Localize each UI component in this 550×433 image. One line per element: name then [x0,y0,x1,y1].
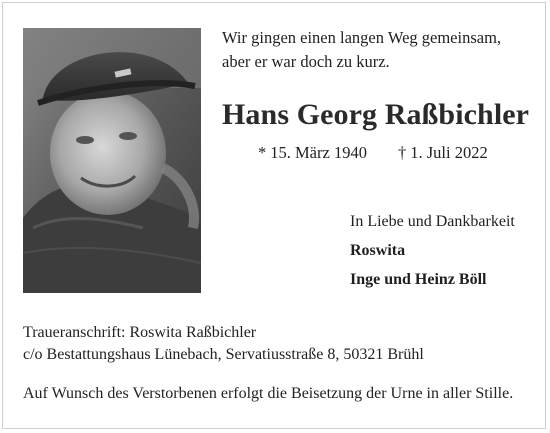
death-date-line [398,143,488,163]
death-cross-icon: † [398,143,407,162]
birth-star-icon: * [258,143,267,162]
death-date: 1. Juli 2022 [410,143,488,162]
memorial-quote [222,26,501,74]
condolence-address [23,322,424,366]
mourner-name: Inge und Heinz Böll [350,271,487,288]
mourner-name: Roswita [350,242,406,259]
address-line-1: Traueranschrift: Roswita Raßbichler [23,324,257,341]
deceased-name: Hans Georg Raßbichler [222,98,530,131]
burial-notice: Auf Wunsch des Verstorbenen erfolgt die Beisetzung der Urne in aller Stille. [23,385,514,402]
birth-date-line [258,143,367,163]
quote-line-2: aber er war doch zu kurz. [222,52,390,71]
mourners-intro: In Liebe und Dankbarkeit [350,213,515,230]
address-line-2: c/o Bestattungshaus Lünebach, Servatiusstraße 8, 50321 Brühl [23,346,424,363]
mourners-block [350,207,515,294]
birth-date: 15. März 1940 [270,143,367,162]
portrait-photo [23,28,201,293]
quote-line-1: Wir gingen einen langen Weg gemeinsam, [222,28,502,47]
